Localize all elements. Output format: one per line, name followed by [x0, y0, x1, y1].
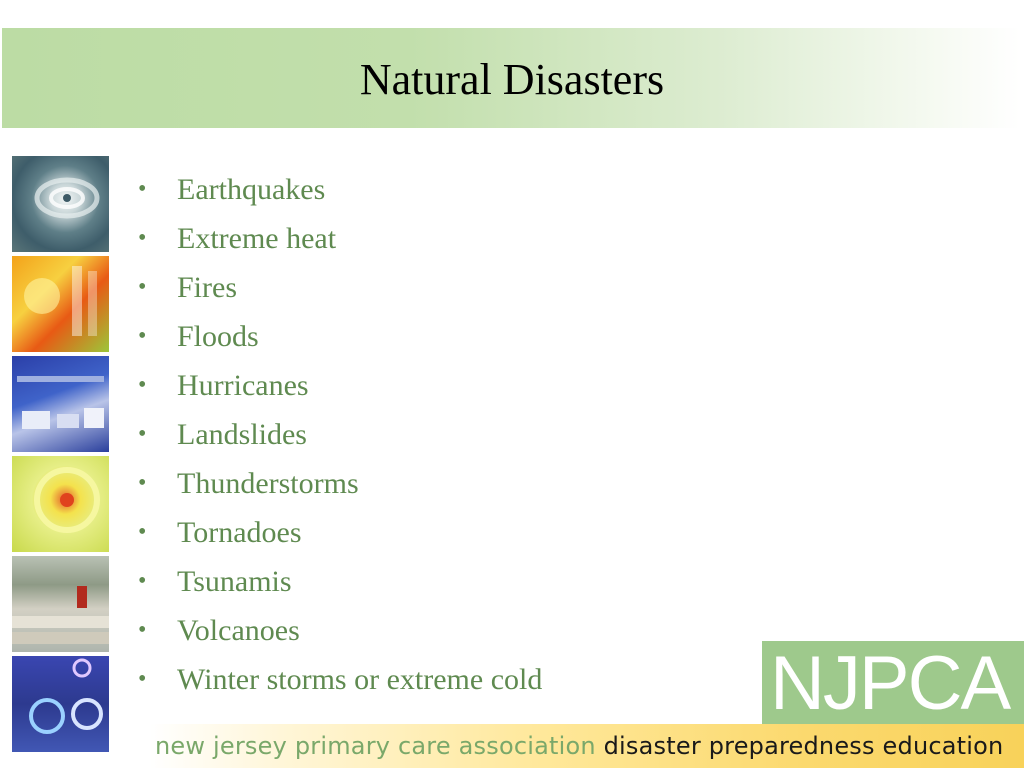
bullet-icon: • [138, 666, 147, 692]
hurricane-satellite-image [12, 156, 109, 252]
bullet-icon: • [138, 617, 147, 643]
bullet-icon: • [138, 225, 147, 251]
njpca-logo-text: NJPCA [770, 641, 1010, 724]
list-item-text: Fires [177, 271, 237, 304]
footer-tagline [155, 729, 1003, 763]
list-item-text: Winter storms or extreme cold [177, 663, 543, 696]
fire-test-tubes-image [12, 256, 109, 352]
bullet-icon: • [138, 323, 147, 349]
list-item-text: Hurricanes [177, 369, 309, 402]
bullet-icon: • [138, 176, 147, 202]
bullet-icon: • [138, 421, 147, 447]
list-item-text: Thunderstorms [177, 467, 359, 500]
radiation-target-image [12, 456, 109, 552]
list-item [133, 557, 542, 606]
bullet-icon: • [138, 519, 147, 545]
list-item [133, 508, 542, 557]
list-item [133, 361, 542, 410]
list-item-text: Extreme heat [177, 222, 337, 255]
slide-title: Natural Disasters [359, 55, 665, 104]
list-item [133, 410, 542, 459]
list-item [133, 655, 542, 704]
bullet-icon: • [138, 470, 147, 496]
biohazard-image [12, 656, 109, 752]
list-item [133, 263, 542, 312]
bullet-icon: • [138, 274, 147, 300]
disaster-image-strip [12, 156, 109, 754]
list-item [133, 459, 542, 508]
list-item-text: Landslides [177, 418, 307, 451]
footer-org-name: new jersey primary care association [155, 732, 596, 760]
njpca-logo [762, 641, 1024, 724]
footer-program-name: disaster preparedness education [603, 732, 1004, 760]
list-item [133, 606, 542, 655]
list-item [133, 214, 542, 263]
list-item-text: Earthquakes [177, 173, 326, 206]
list-item [133, 165, 542, 214]
list-item-text: Floods [177, 320, 259, 353]
hospital-monitors-image [12, 356, 109, 452]
list-item-text: Tornadoes [177, 516, 302, 549]
list-item [133, 312, 542, 361]
disaster-list [133, 165, 542, 704]
bullet-icon: • [138, 372, 147, 398]
list-item-text: Tsunamis [177, 565, 292, 598]
bullet-icon: • [138, 568, 147, 594]
list-item-text: Volcanoes [177, 614, 300, 647]
flood-sandbags-image [12, 556, 109, 652]
